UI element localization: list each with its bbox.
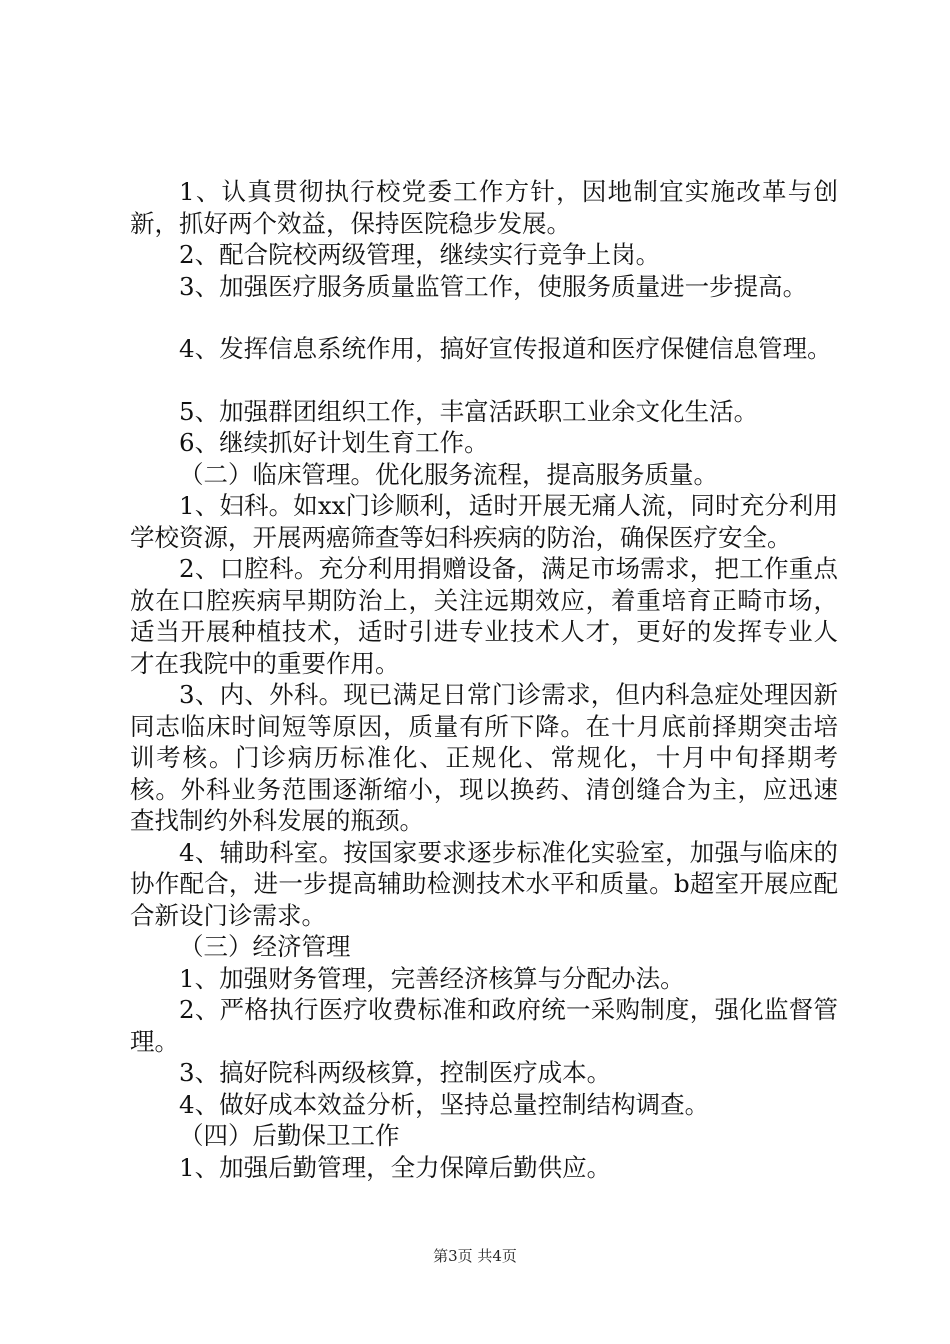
paragraph: 2、口腔科。充分利用捐赠设备，满足市场需求，把工作重点放在口腔疾病早期防治上，关注远期效应，着重培育正畸市场，适当开展种植技术，适时引进专业技术人才，更好的发挥专业人才在我院中的重要作用。 — [130, 554, 838, 678]
blank-line — [130, 302, 838, 333]
paragraph: 1、加强财务管理，完善经济核算与分配办法。 — [179, 963, 685, 993]
paragraph: 4、辅助科室。按国家要求逐步标准化实验室，加强与临床的协作配合，进一步提高辅助检测技术水平和质量。b超室开展应配合新设门诊需求。 — [130, 837, 838, 930]
paragraph: 2、配合院校两级管理，继续实行竞争上岗。 — [179, 240, 661, 269]
paragraph: 2、严格执行医疗收费标准和政府统一采购制度，强化监督管理。 — [130, 995, 838, 1056]
paragraph: 3、搞好院科两级核算，控制医疗成本。 — [179, 1058, 612, 1087]
page-number-label: 第3页 共4页 — [433, 1247, 517, 1265]
paragraph: 5、加强群团组织工作，丰富活跃职工业余文化生活。 — [179, 396, 759, 426]
paragraph: 4、做好成本效益分析，坚持总量控制结构调查。 — [179, 1089, 710, 1119]
paragraph: 4、发挥信息系统作用，搞好宣传报道和医疗保健信息管理。 — [179, 334, 832, 363]
paragraph: 1、认真贯彻执行校党委工作方针，因地制宜实施改革与创新，抓好两个效益，保持医院稳步发展。 — [130, 177, 838, 238]
paragraph: 6、继续抓好计划生育工作。 — [179, 428, 489, 457]
paragraph: 1、妇科。如xx门诊顺利，适时开展无痛人流，同时充分利用学校资源，开展两癌筛查等妇科疾病的防治，确保医疗安全。 — [130, 491, 838, 552]
section-heading: （二）临床管理。优化服务流程，提高服务质量。 — [179, 459, 718, 489]
section-heading: （三）经济管理 — [179, 932, 351, 961]
page-footer — [0, 1245, 950, 1266]
document-body — [130, 176, 838, 1183]
section-heading: （四）后勤保卫工作 — [179, 1121, 400, 1150]
blank-line — [130, 365, 838, 396]
paragraph: 1、加强后勤管理，全力保障后勤供应。 — [179, 1152, 612, 1182]
paragraph: 3、加强医疗服务质量监管工作，使服务质量进一步提高。 — [179, 271, 808, 301]
paragraph: 3、内、外科。现已满足日常门诊需求，但内科急症处理因新同志临床时间短等原因，质量有所下降。在十月底前择期突击培训考核。门诊病历标准化、正规化、常规化，十月中旬择期考核。外科业务范围逐渐缩小，现以换药、清创缝合为主，应迅速查找制约外科发展的瓶颈。 — [130, 680, 838, 835]
